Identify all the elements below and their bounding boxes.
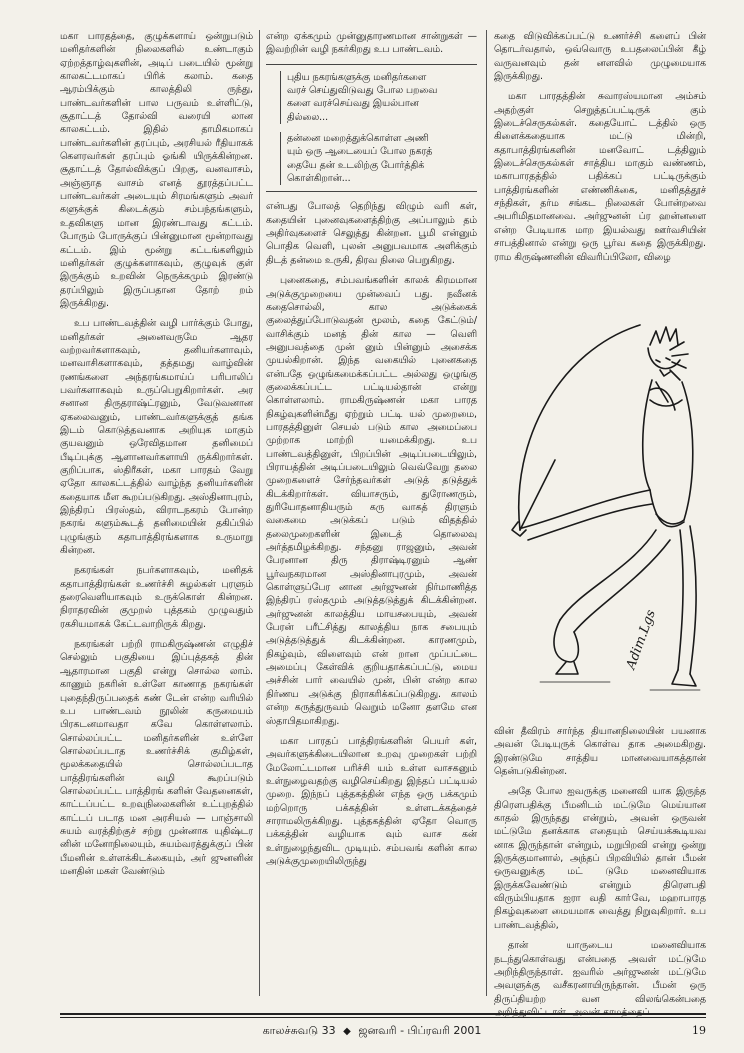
quote-verse-2: தன்னை மறைத்துக்கொள்ள அணி யும் ஒரு ஆடையைப் போல நகரத் தையே தன் உடலிற்கு போர்த்திக் கொள்கிறான்... <box>280 132 477 185</box>
footer-rule-thin <box>60 1017 706 1018</box>
column-1 <box>60 30 253 995</box>
col2-para-4: மகா பாரதப் பாத்திரங்களின் பெயர் கள், அவர்களுக்கிடையிலான உறவு முறைகள் பற்றி மேலோட்டமான பரிச்சி யம் உள்ள வாசகனும் உள்நுழைவதற்கு வழிசெய்கிறது இந்தப் பட்டியல் முறை. இந்நப் புத்தகத்தின் எந்த ஒரு பக்கமும் மற்றொரு பக்கத்தின் உள்ளடக்கத்தைச் சாராமலிருக்கிறது. புத்தகத்தின் ஏதோ வொரு பக்கத்தின் வழியாக வும் வாச கன் உள்நுழைந்துவிட முடியும். சம்பவங் களின் கால அடுக்குமுறையிலிருந்து <box>266 735 477 867</box>
issue-date: ஜனவரி - பிப்ரவரி 2001 <box>358 1024 482 1037</box>
magazine-name: காலச்சுவடு 33 <box>262 1024 336 1037</box>
diamond-icon: ◆ <box>343 1026 351 1037</box>
col3-para-1: கதை விடுவிக்கப்பட்டு உணர்ச்சி களைப் பின் தொடர்வதால், ஒவ்வொரு உபதலைப்பின் கீழ் வருவனவும் தன் னளவில் முழுமையாக இருக்கிறது. <box>494 31 706 83</box>
col3-para-4: அதே போல ஐவருக்கு மனைவி யாக இருந்த திரௌபதிக்கு பீமனிடம் மட்டுமே மெய்யான காதல் இருந்தது என்றும், அவன் ஒருவன் மட்டுமே தனக்காக எதையும் செய்யக்கூடியவ னாக இருந்தான் என்றும், மறுபிறவி என்று ஒன்று இருக்குமானால், அந்தப் பிறவியில் தான் பீமன் ஒருவனுக்கு மட் டுமே மனைவியாக இருக்கவேண்டும் என்றும் திரௌபதி விரும்பியதாக ஐரா வதி காா்வே, மஹாபாரத நிகழ்வுகளை மையமாக வைத்து நிறுவுகிறார். உப பாண்டவத்தில், <box>494 786 706 931</box>
col1-para-4: நகரங்கள் பற்றி ராமகிருஷ்ணன் எழுதிச் செல்லும் பகுதியை இப்புத்தகத் தின் ஆதாரமான பகுதி என்று சொல்ல லாம். காணும் நகரின் உள்ளே காணாத நகரங்கள் புதைந்திருப்பதைக் கண் டேன் என்ற வரியில் உப பாண்டவம் நூலின் கருமையம் பிரகடனமாவதா கவே கொள்ளலாம். சொல்லப்பட்ட மனிதர்களின் உள்ளே சொல்லப்படாத உணர்ச்சிக் குமிழ்கள், மூலக்கதையில் சொல்லப்படாத பாத்திரங்களின் வழி கூறப்படும் சொல்லப்பட்ட பாத்திரங் களின் வேதனைகள், காட்டப்பட்ட உறவுநிலைகளின் உட்புறத்தில் காட்டப் படாத மன அரசியல் — பாஞ்சாலி சுயம் வரத்திற்குச் சற்று முன்னாக யுதிஷ்டர னின் மனோநிலையும், சுயம்வரத்துக்குப் பின் பீமனின் உள்ளக்கிடக்கையும், அர் ஜுனனின் மனதின் மகள் வேண்டும் <box>60 639 253 877</box>
column-divider-2 <box>486 30 487 996</box>
page-footer <box>0 1024 744 1039</box>
svg-text:Adim.Lgs: Adim.Lgs <box>623 608 659 672</box>
col1-para-2: உப பாண்டவத்தின் வழி பார்க்கும் போது, மனிதர்கள் அனைவருமே ஆதர வற்றவர்களாகவும், தனியர்களாவும், மனவாசிகளாகவும், தத்தமது வாழ்வின் ரணங்களை அந்தரங்கமாய்ப் பரிபாலிப் பவர்களாகவும் உருப்பெறுகிறார்கள். அர சனான திருதராஷ்ட்ரனும், வேடுவனான ஏகலைவனும், பாண்டவர்களுக்குத் தங்க இடம் கொடுத்தவனாக அறியுக மாகும் குயவனும் ஒரேவிதமான தனிமைப் பீடிப்புக்கு ஆளானவர்களாயி ருக்கிறார்கள். குறிப்பாக, ஸ்திரீகள், மகா பாரதம் வேறு ஏதோ காலகட்டத்தில் வாழ்ந்த தனியர்களின் கதையாக மீள கூறப்படுகிறது. அஸ்தினாபுரம், இந்திரப் பிரஸ்தம், விராடநகரம் போன்ற நகரங் களும்கூடத் தனிமையின் தகிப்பில் புழுங்கும் கதாபாத்திரங்களாக உருமாறு கின்றன. <box>60 318 253 557</box>
quote-verse-1: புதிய நகரங்களுக்கு மனிதர்களை வரச் செய்துவிடுவது போல பறவை களை வரச்செய்வது இயல்பான தில்லை... <box>280 71 477 124</box>
column-3-bottom <box>494 725 706 1005</box>
footer-rule <box>60 1013 706 1015</box>
col3-para-5: தான் யாருடைய மனைவியாக நடந்துகொள்வது என்பதை அவள் மட்டுமே அறிந்திருந்தாள். ஐவரில் அர்ஜுனன் மட்டுமே அவளுக்கு வசீகரனாயிருந்தான். பீமன் ஒரு திருப்தியற்ற வன விலங்கென்பதை <box>494 940 706 1005</box>
column-2 <box>266 30 477 995</box>
column-3-top <box>494 30 706 288</box>
column-divider-1 <box>259 30 260 996</box>
col2-para-1: என்ற ஏக்கமும் முன்னுதாரணமான சான்றுகள் — இவற்றின் வழி நகர்கிறது உப பாண்டவம். <box>266 31 477 56</box>
col2-para-3: புனைகதை, சம்பவங்களின் காலக் கிரமமான அடுக்குமுறையை முன்வைப் பது. நவீனக் கதைசொல்லி, கால அடுக்கைக் குலைத்துப்போடுவதன் மூலம், கதை கேட்டும்/வாசிக்கும் மனத் தின் கால — வெளி அனுபவத்தை முன் னும் பின்னும் அசைக்க முயல்கிறான். இந்த வகையில் புனைகதை என்பதே ஒழுங்கமைக்கப்பட்ட அல்லது ஒழுங்கு குலைக்கப்பட்ட பட்டியல்தான் என்று கொள்ளலாம். ராமகிருஷ்ணன் மகா பாரத நிகழ்வுகளின்மீது ஏற்றும் பட்டி யல் முறைமை, பாரதத்தினுள் செயல் படும் கால அமைப்பை முற்றாக மாற்றி யமைக்கிறது. உப பாண்டவத்தினுள், பிறப்பின் அடிப்படையிலும், பிராயத்தின் அடிப்படையிலும் வெவ்வேறு தலை முறைகளைச் சேர்ந்தவர்கள் அடுத் தடுத்துக் கிடக்கிறார்கள். வியாசரும், துரோணரும், துரியோதனாதியரும் கரு வாகத் திரளும் வகைமை அடுக்கப் படும் விதத்தில் தலைமுறைகளின் இடைத் தொலைவு அர்த்தமிழக்கிறது. சந்தனு ராஜனும், அவன் பேரனான திரு திராஷ்டிரனும் ஆண் பூர்வநகரமான அஸ்தினாபுரமும், அவன் கொள்ளுப்பேர னான அர்ஜுனன் நிர்மாணித்த இந்திரப் ரஸ்தமும் அடுத்தடுத்துக் கிடக்கின்றன. அர்ஜுனன் காலத்திய மாயசபையும், அவன் பேரன் பரீட்சித்து காலத்திய நாக சபையும் அடுத்தடுத்துக் கிடக்கின்றன. காரணமும், நிகழ்வும், விளைவும் என் றான முப்பட்டை அமைப்பு கேள்விக் குறியதாக்கப்பட்டு, மைய அச்சின் பார் வையில் முன், பின் என்ற கால நிர்ணய அடுக்கு நிராகரிக்கப்படுகிறது. காலம் என்ற கருத்துருவம் வெறும் மனோ தளமே என ஸ்தாபிதமாகிறது. <box>266 275 477 727</box>
quote-block <box>266 64 477 193</box>
col1-para-1: மகா பாரதத்தை, குழுக்களாய் ஒன்றுபடும் மனிதர்களின் நிலைகளில் உண்டாகும் ஏற்றத்தாழ்வுகளின், அடிப் படையில் மூன்று காலகட்டமாகப் பிரிக் கலாம். கதை ஆரம்பிக்கும் காலத்திலி ருந்து, பாண்டவர்களின் பால பருவம் உள்ளிட்டு, சூதாட்டத் தோல்வி வரையி லான காலகட்டம். இதில் தாமிகமாகப் பாண்டவர்களின் தரப்பும், அரசியல் ரீதியாகக் கௌரவர்கள் தரப்பும் ஓங்கி யிருக்கின்றன. சூதாட்டத் தோல்விக்குப் பிறகு, வனவாசம், அஞ்ஞாத வாசம் எனத் தூரத்தப்பட்ட பாண்டவர்கள் அடையும் சிரமங்களும் அவர் களுக்குக் கிடைக்கும் சம்பந்தங்களும், உதவிகளு மான இரண்டாவது கட்டம். போரும் போருக்குப் பின்னுமான மூன்றாவது கட்டம். இம் மூன்று கட்டங்களிலும் மனிதர்கள் குழுக்களாகவும், குழுவுக் குள் இருக்கும் உறவின் நெருக்கமும் இரண்டு தரப்பிலும் இருப்பதான தோற் றம் இருக்கிறது. <box>60 31 253 309</box>
artist-signature <box>623 608 659 673</box>
col3-para-3: வின் தீவிரம் சார்ந்த தியானநிலையின் பயனாக அவன் பேடியுருக் கொள்வ தாக அமைகிறது. இரண்டுமே சாத்திய மானவையாகத்தான் தென்படுகின்றன. <box>494 726 706 778</box>
archer-illustration <box>500 290 705 720</box>
col2-para-2: என்பது போலத் தெறிந்து விழும் வரி கள், கதையின் புனைவுகளைத்திற்கு அப்பாலும் தம் அதிர்வுகளைச் செலுத்து கின்றன. பூமி என்னும் பொதிக வெளி, புலன் அனுபவமாக அளிக்கும் திடத் தன்மை உருகி, திரவ நிலை பெறுகிறது. <box>266 201 477 266</box>
col3-para-2: மகா பாரதத்தின் சுவாரஸ்யமான அம்சம் அதற்குள் செறுத்தப்பட்டிருக் கும் இடைச்செருகல்கள். கதையோட் டத்தில் ஒரு கிளைக்கதையாக மட்டு மின்றி, கதாபாத்திரங்களின் மனவோட் டத்திலும் இடைச்செருகல்கள் சாத்திய மாகும் வண்ணம், மகாபாரதத்தில் பதிக்கப் பட்டிருக்கும் பாத்திரங்களின் எண்ணிக்கை, மனிதத்தூச் சந்திகள், தர்ம சங்கட நிலைகள் போன்றவை அபரிமிதமானவை. அர்ஜுனன் ப்ர ஹன்னளை என்ற பேடியாக மாற இயல்வது ஊர்வசியின் சாபத்தினால் என்று ஒரு பூர்வ கதை இருக்கிறது. ராம கிருஷ்ணனின் விவரிப்பிலோ, விழை <box>494 91 706 263</box>
page-number: 19 <box>692 1024 706 1037</box>
col1-para-3: நகரங்கள் நபர்களாகவும், மனிதக் கதாபாத்திரங்கள் உணர்ச்சி சுழல்கள் புரளும் தரைவெளியாகவும் உருக்கொள் கின்றன. நிராதரவின் குமுறல் புத்தகம் முழுவதும் ரகசியமாகக் கேட்டவாறிருக் கிறது. <box>60 565 253 630</box>
bow-icon <box>519 325 640 530</box>
